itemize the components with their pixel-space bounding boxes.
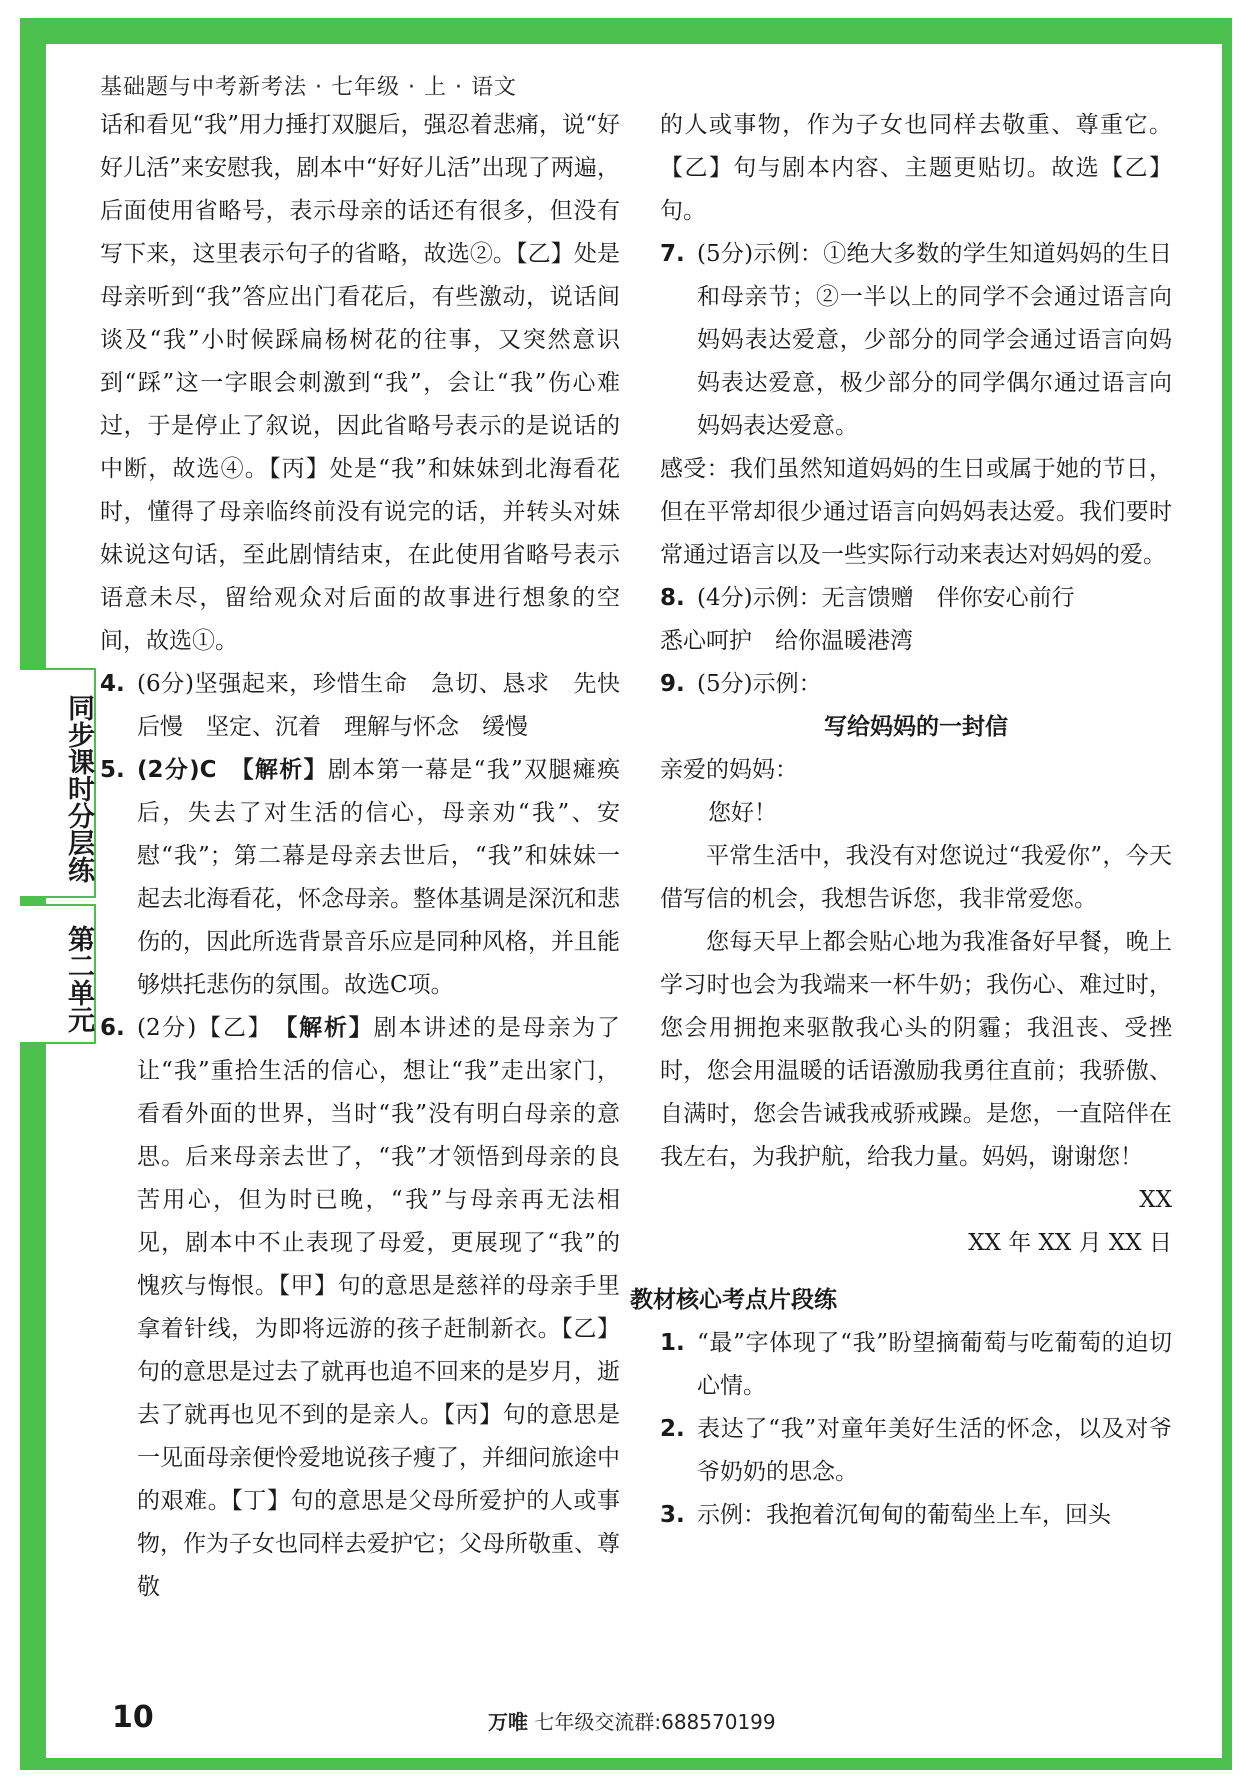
answer-number: 7.: [660, 241, 685, 267]
section-title: 教材核心考点片段练: [630, 1287, 837, 1313]
running-header: 基础题与中考新考法 · 七年级 · 上 · 语文: [100, 75, 517, 100]
core-answer-1: [660, 1322, 1172, 1408]
side-tab-unit: [20, 904, 96, 1044]
answer-number: 5.: [100, 757, 125, 783]
answer-number: 8.: [660, 585, 685, 611]
answer-6-continued: 的人或事物，作为子女也同样去敬重、尊重它。【乙】句与剧本内容、主题更贴切。故选【乙】句。: [660, 112, 1172, 224]
green-frame-top: [20, 18, 1232, 44]
answer-line-1: (4分)示例：无言馈赠 伴你安心前行: [697, 585, 1075, 611]
analysis-tag: 【解析】: [242, 757, 328, 783]
answer-9: [660, 663, 1172, 706]
answer-4: [100, 663, 620, 749]
left-column: [100, 104, 620, 1609]
answer-number: 9.: [660, 671, 685, 697]
answer-score: (2分)【乙】: [137, 1015, 262, 1041]
side-tab-unit-label: 第二单元: [63, 925, 94, 1033]
answer-7: [660, 233, 1172, 448]
answer-text: [137, 749, 620, 1007]
green-frame-right: [1222, 18, 1232, 1770]
right-column: [630, 104, 1172, 1537]
answer-7-feeling: 感受：我们虽然知道妈妈的生日或属于她的节日，但在平常却很少通过语言向妈妈表达爱。我们要时常通过语言以及一些实际行动来表达对妈妈的爱。: [660, 456, 1172, 568]
answer-8: [660, 577, 1172, 620]
analysis-text: 剧本讲述的是母亲为了让“我”重拾生活的信心，想让“我”走出家门，看看外面的世界，当时“我”没有明白母亲的意思。后来母亲去世了，“我”才领悟到母亲的良苦用心，但为时已晚，“我”与母亲再无法相见，剧本中不止表现了母爱，更展现了“我”的愧疚与悔恨。【甲】句的意思是慈祥的母亲手里拿着针线，为即将远游的孩子赶制新衣。【乙】句的意思是过去了就再也追不回来的是岁月，逝去了就再也见不到的是亲人。【丙】句的意思是一见面母亲便怜爱地说孩子瘦了，并细问旅途中的艰难。【丁】句的意思是父母所爱护的人或事物，作为子女也同样去爱护它；父母所敬重、尊敬: [137, 1015, 621, 1600]
core-answer-3: [660, 1494, 1172, 1537]
letter-greeting: 您好！: [708, 800, 777, 826]
letter-signature: XX: [1139, 1187, 1172, 1213]
answer-8-line-2: 悉心呵护 给你温暖港湾: [660, 628, 913, 654]
answer-text: [137, 1007, 620, 1609]
letter-body-2: 您每天早上都会贴心地为我准备好早餐，晚上学习时也会为我端来一杯牛奶；我伤心、难过时，您会用拥抱来驱散我心头的阴霾；我沮丧、受挫时，您会用温暖的话语激励我勇往直前；我骄傲、自满时，您会告诫我戒骄戒躁。是您，一直陪伴在我左右，为我护航，给我力量。妈妈，谢谢您！: [660, 929, 1172, 1170]
answer-text: 表达了“我”对童年美好生活的怀念，以及对爷爷奶奶的思念。: [697, 1416, 1172, 1485]
answer-score: (2分)C: [137, 757, 217, 783]
letter-date: XX 年 XX 月 XX 日: [968, 1230, 1172, 1256]
answer-text: (5分)示例：: [697, 671, 822, 697]
answer-text: 示例：我抱着沉甸甸的葡萄坐上车，回头: [697, 1502, 1111, 1528]
answer-number: 3.: [660, 1502, 685, 1528]
footer-brand: [488, 1706, 776, 1735]
side-tab-series-label: 同步课时分层练: [63, 693, 94, 883]
side-tab-series: [20, 668, 96, 898]
answer-text: (6分)坚强起来，珍惜生命 急切、恳求 先快后慢 坚定、沉着 理解与怀念 缓慢: [137, 671, 620, 740]
analysis-tag: 【解析】: [285, 1015, 374, 1041]
answer-number: 4.: [100, 671, 125, 697]
analysis-text: 剧本第一幕是“我”双腿瘫痪后，失去了对生活的信心，母亲劝“我”、安慰“我”；第二幕是母亲去世后，“我”和妹妹一起去北海看花，怀念母亲。整体基调是深沉和悲伤的，因此所选背景音乐应是同种风格，并且能够烘托悲伤的氛围。故选C项。: [137, 757, 620, 998]
group-info: 七年级交流群:688570199: [534, 1710, 776, 1734]
letter-title: 写给妈妈的一封信: [824, 714, 1008, 740]
green-frame-bottom: [20, 1758, 1232, 1770]
answer-number: 1.: [660, 1330, 685, 1356]
answer-5: [100, 749, 620, 1007]
answer-number: 2.: [660, 1416, 685, 1442]
answer-3-continued: 话和看见“我”用力捶打双腿后，强忍着悲痛，说“好好儿活”来安慰我，剧本中“好好儿活”出现了两遍，后面使用省略号，表示母亲的话还有很多，但没有写下来，这里表示句子的省略，故选②。【乙】处是母亲听到“我”答应出门看花后，有些激动，说话间谈及“我”小时候踩扁杨树花的往事，又突然意识到“踩”这一字眼会刺激到“我”，会让“我”伤心难过，于是停止了叙说，因此省略号表示的是说话的中断，故选④。【丙】处是“我”和妹妹到北海看花时，懂得了母亲临终前没有说完的话，并转头对妹妹说这句话，至此剧情结束，在此使用省略号表示语意未尽，留给观众对后面的故事进行想象的空间，故选①。: [100, 112, 620, 654]
page-number: 10: [112, 1700, 154, 1735]
answer-number: 6.: [100, 1015, 125, 1041]
core-answer-2: [660, 1408, 1172, 1494]
brand-logo-text: 万唯: [488, 1710, 528, 1734]
answer-6: [100, 1007, 620, 1609]
answer-text: “最”字体现了“我”盼望摘葡萄与吃葡萄的迫切心情。: [697, 1330, 1172, 1399]
letter-body-1: 平常生活中，我没有对您说过“我爱你”，今天借写信的机会，我想告诉您，我非常爱您。: [660, 843, 1172, 912]
answer-text: (5分)示例：①绝大多数的学生知道妈妈的生日和母亲节；②一半以上的同学不会通过语言向妈妈表达爱意，少部分的同学会通过语言向妈妈表达爱意，极少部分的同学偶尔通过语言向妈妈表达爱意。: [697, 241, 1172, 439]
letter-salutation: 亲爱的妈妈：: [660, 757, 798, 783]
